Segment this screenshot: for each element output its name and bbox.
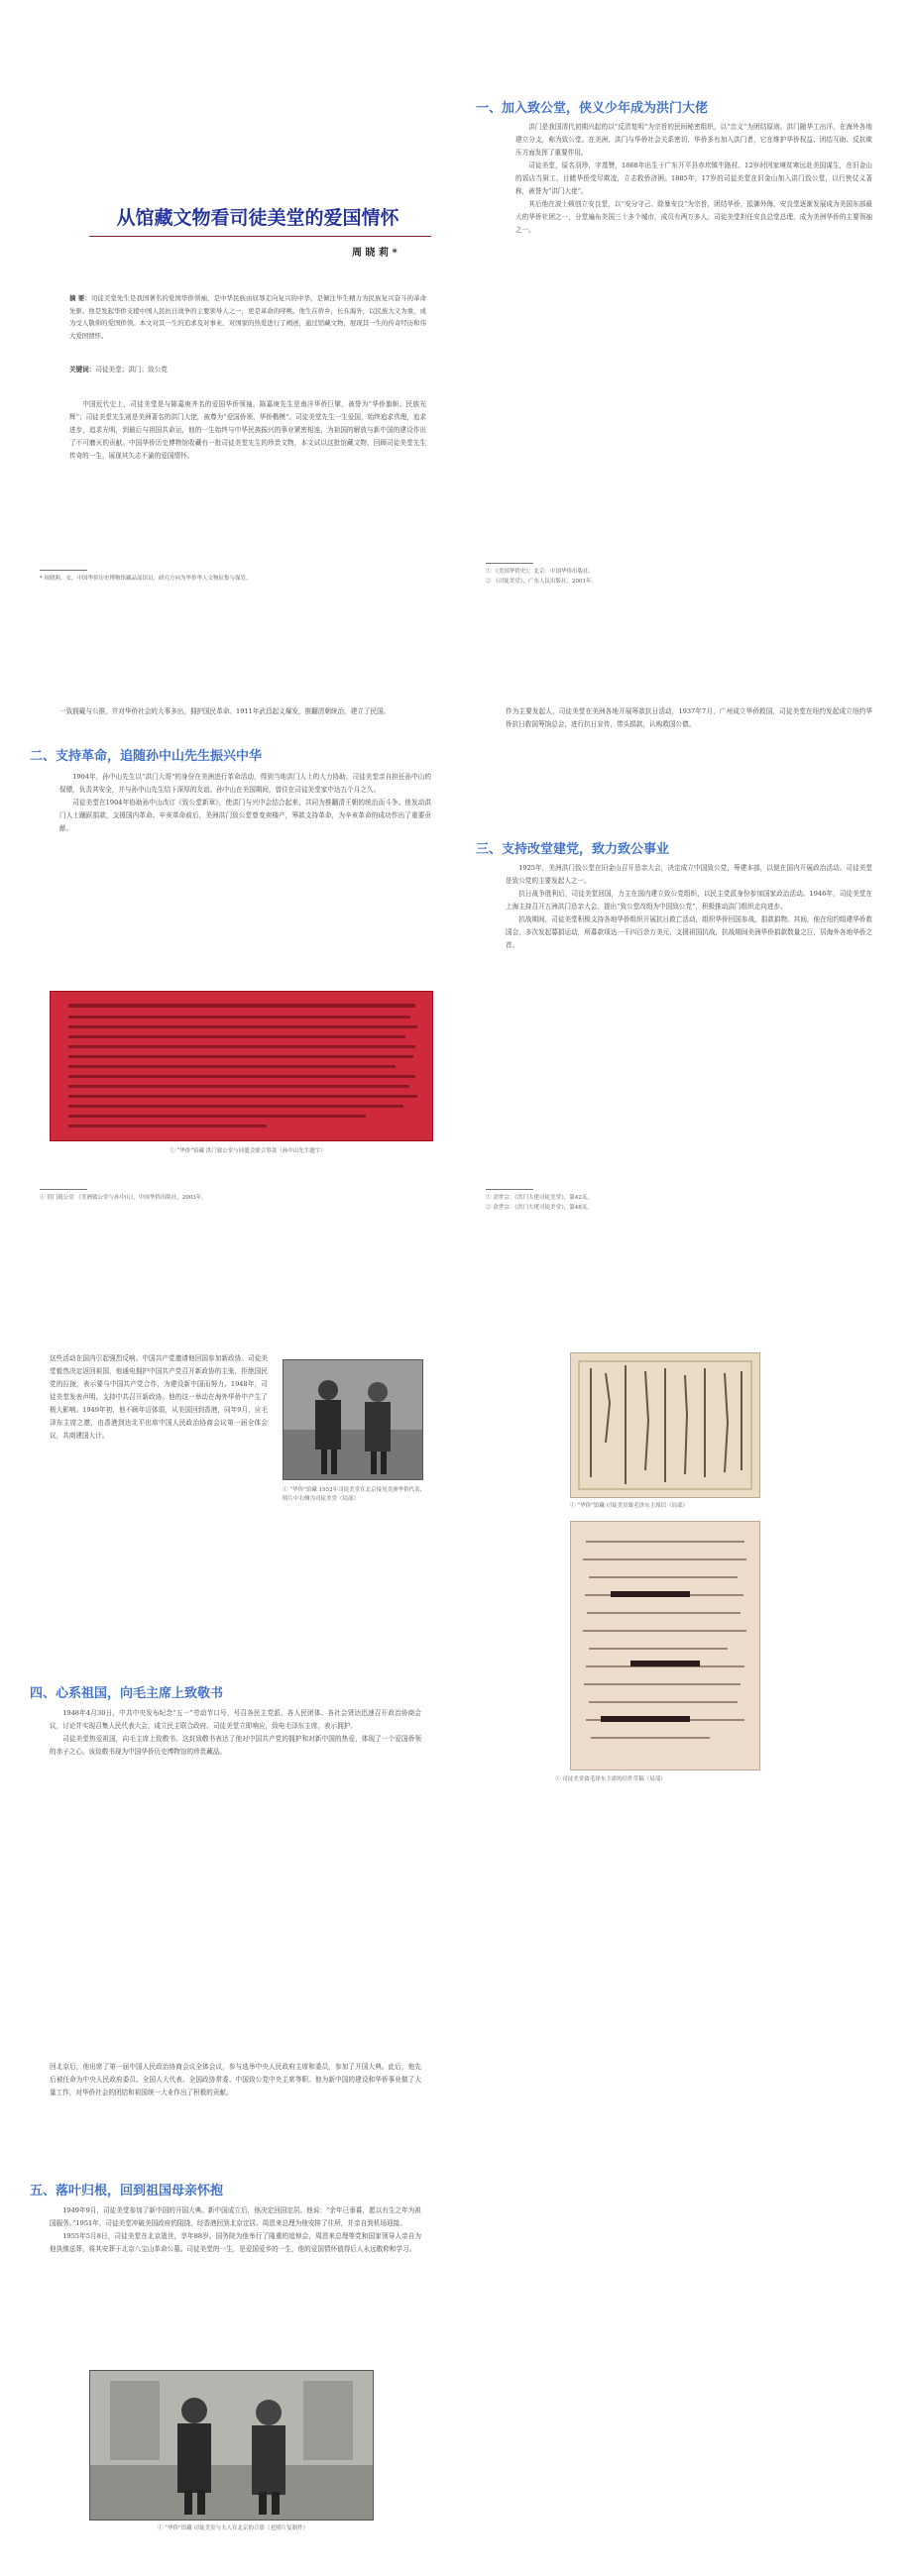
historic-photo-couple bbox=[89, 2370, 374, 2521]
poster-caption: ① “华侨”馆藏 洪门致公堂与同盟会联合筹款（孙中山先生题字） bbox=[170, 1148, 326, 1154]
keywords-label: 关键词： bbox=[69, 366, 96, 374]
section-heading-3: 三、支持改堂建党，致力致公事业 bbox=[476, 841, 670, 856]
paragraph: 1955年5月8日，司徒美堂在北京逝世，享年88岁。国务院为他举行了隆重的追悼会，周恩来总理等党和国家领导人亲自为他执绋送葬，将其安葬于北京八宝山革命公墓。司徒美堂的一生，是爱国爱乡的一生，他的爱国情怀值得后人永远敬仰和学习。 bbox=[50, 2232, 421, 2253]
page-title: 从馆藏文物看司徒美堂的爱国情怀 bbox=[116, 207, 399, 229]
footnote: ① 洪门致公堂 《美洲致公堂与孙中山》，中国华侨出版社，2003年。 bbox=[40, 1195, 207, 1201]
section-heading-4: 四、心系祖国，向毛主席上致敬书 bbox=[30, 1685, 224, 1700]
abstract-text: 司徒美堂先生是我国著名的爱国华侨领袖，是中华民族由屈辱走向复兴的中华，是倾注毕生精力为民族复兴奋斗的革命先驱。他是发起华侨支援中国人民抗日战争的主要领导人之一，更是革命的呼唤。他生在侨乡，长在海外，以民族大义为重，成为受人敬仰的爱国侨领。本文对其一生的追求及对事业、对国家的热爱进行了阐述，通过馆藏文物，展现其一生的传奇经历和伟大爱国情怀。 bbox=[69, 294, 426, 340]
footnote: * 周晓莉，女，中国华侨历史博物馆藏品部馆员，研究方向为华侨华人文物征集与保管。 bbox=[40, 576, 252, 582]
historic-photo-two-men bbox=[283, 1359, 423, 1480]
keywords-text: 司徒美堂；洪门；致公党 bbox=[95, 366, 168, 374]
section-heading-5: 五、落叶归根，回到祖国母亲怀抱 bbox=[30, 2183, 224, 2198]
draft-handwriting bbox=[571, 1522, 759, 1770]
page6-top-text: 回北京后，他出席了第一届中国人民政治协商会议全体会议，参与选举中央人民政府主席和委员，参加了开国大典。此后，他先后被任命为中央人民政府委员、全国人大代表、全国政协常委、中国致公党中央主席等职。他为新中国的建设和华侨事业做了大量工作，对华侨社会的团结和祖国统一大业作出了积极的贡献。 bbox=[50, 2063, 421, 2096]
section-heading-2: 二、支持革命，追随孙中山先生振兴中华 bbox=[30, 748, 263, 763]
letters-panel bbox=[476, 1347, 882, 1942]
section-heading-1: 一、加入致公堂，侠义少年成为洪门大佬 bbox=[476, 100, 709, 115]
letter-caption: ① “华侨”馆藏 司徒美堂致毛泽东主席信（局部） bbox=[570, 1503, 689, 1509]
poster-text-lines bbox=[51, 992, 432, 1140]
page5-top-text: 这些活动在国内引起强烈反响。中国共产党邀请他回国参加新政协。司徒美堂毅然决定返回祖国，他通电拥护中国共产党召开新政协的主张，拒绝国民党的拉拢，表示要与中国共产党合作，为建设新中国而努力。1948年，司徒美堂发表声明，支持中共召开新政协。他的这一举动在海外华侨中产生了极大影响。1949年初，他不顾年迈体弱，从美国回到香港，同年9月，应毛泽东主席之邀，由香港到达北平出席中国人民政治协商会议第一届全体会议，共商建国大计。 bbox=[50, 1354, 268, 1440]
draft-caption: ① 司徒美堂致毛泽东主席的信件草稿（局部） bbox=[555, 1776, 666, 1782]
page4-body bbox=[506, 862, 872, 952]
page-5 bbox=[30, 1347, 431, 1942]
footnote: ② 《司徒美堂》，广东人民出版社，2001年。 bbox=[486, 579, 597, 585]
page3-lead: 一致拥戴与公推，并对华侨社会的大事多出，拥护国民革命。1911年武昌起义爆发，推翻清朝统治，建立了民国。 bbox=[59, 707, 391, 715]
paragraph: 1948年4月30日，中共中央发布纪念“五一”劳动节口号，号召各民主党派、各人民团体、各社会贤达迅速召开政治协商会议，讨论并实现召集人民代表大会，成立民主联合政府。司徒美堂立即响应，致电毛泽东主席，表示拥护。 bbox=[50, 1709, 421, 1730]
page1-body bbox=[69, 398, 426, 463]
keywords bbox=[69, 364, 426, 376]
letter-handwriting bbox=[571, 1353, 759, 1497]
page5-body bbox=[50, 1707, 421, 1759]
footnote: ② 余世宗：《洪门大佬司徒美堂》，第48页。 bbox=[486, 1205, 593, 1211]
paragraph: 抗日战争胜利后，司徒美堂回国，力主在国内建立致公党组织，以民主党派身份参加国家政治活动。1946年，司徒美堂在上海主持召开五洲洪门恳亲大会，提出“致公堂改组为中国致公党”，积极推动洪门组织走向进步。 bbox=[506, 890, 872, 911]
paragraph: 洪门是我国清代初期兴起的以“反清复明”为宗旨的民间秘密组织，以“忠义”为团结原则。洪门随华工出洋，在海外各地建立分支，称为致公堂。在美洲，洪门与华侨社会关系密切，华侨多有加入洪门者，它在维护华侨权益、团结互助、反抗欺压方面发挥了重要作用。 bbox=[515, 123, 872, 157]
paragraph: 1925年，美洲洪门致公堂在旧金山召开恳亲大会，决定成立中国致公党，筹建本部，以便在国内开展政治活动。司徒美堂是致公党的主要发起人之一。 bbox=[506, 864, 872, 885]
page-3 bbox=[30, 694, 431, 1248]
photo-caption: ① “华侨”馆藏 司徒美堂与夫人在北京的合影（老照片复制件） bbox=[157, 2525, 309, 2531]
footnote-rule bbox=[486, 563, 533, 564]
footnote: ① 余世宗：《洪门大佬司徒美堂》，第42页。 bbox=[486, 1195, 593, 1201]
abstract-label: 摘 要： bbox=[69, 294, 91, 302]
footnote-rule bbox=[486, 1189, 533, 1190]
photo-caption: ① “华侨”馆藏 1952年司徒美堂在北京接见美洲华侨代表，照片中右侧为司徒美堂（局部） bbox=[283, 1487, 426, 1502]
paragraph: 司徒美堂热爱祖国，向毛主席上致敬书。这封致敬书表达了他对中国共产党的拥护和对新中国的热爱，体现了一个爱国侨领的赤子之心。该致敬书现为中国华侨历史博物馆的珍贵藏品。 bbox=[50, 1735, 421, 1756]
footnote-rule bbox=[40, 1189, 87, 1190]
paragraph: 抗战期间，司徒美堂积极支持各地华侨组织开展抗日救亡活动，组织华侨回国参战，捐款捐物。其间，他在纽约组建华侨救国会，多次发起募捐运动，所募款项达一千四百余万美元，支援祖国抗战，抗战期间美洲华侨捐款数量之巨，居海外各地华侨之首。 bbox=[506, 915, 872, 949]
page-6 bbox=[30, 1982, 431, 2566]
photo-couple-figures bbox=[90, 2371, 373, 2520]
author: 周 晓 莉 * bbox=[352, 248, 398, 259]
page-1 bbox=[30, 10, 431, 624]
paragraph: 其后他在波士顿创立安良堂，以“安分守己、除暴安良”为宗旨，团结华侨，抵御外侮，安良堂逐渐发展成为美国东部最大的华侨社团之一，分堂遍布美国三十多个城市，成员有两万多人。司徒美堂担任安良总堂总理，成为美洲华侨的主要领袖之一。 bbox=[515, 200, 872, 234]
photo-figures bbox=[284, 1360, 422, 1479]
page3-body bbox=[59, 771, 431, 835]
title-rule bbox=[89, 236, 431, 237]
page-4 bbox=[476, 694, 882, 1248]
page4-lead: 作为主要发起人，司徒美堂在美洲各地开展筹款抗日活动，1937年7月，广州成立华侨救国，司徒美堂在纽约发起成立纽约华侨抗日救国筹饷总会，进行抗日宣传，带头捐款，认购救国公债。 bbox=[506, 707, 872, 728]
paragraph: 司徒美堂在1904年协助孙中山改订《致公堂新章》，使洪门与兴中会结合起来，共同为推翻清王朝的统治而斗争。他发动洪门人士踊跃捐款，支援国内革命。辛亥革命前后，美洲洪门致公堂曾变卖楼产，筹款支持革命，为辛亥革命的成功作出了重要贡献。 bbox=[59, 799, 431, 832]
footnote-rule bbox=[40, 570, 87, 571]
handwritten-letter-image bbox=[570, 1352, 760, 1498]
paragraph: 1949年9月，司徒美堂参加了新中国的开国大典。新中国成立后，他决定回国定居。他说：“余年已垂暮，愿以有生之年为祖国服务。”1951年，司徒美堂冲破美国政府的阻挠，经香港回到北京定居。周恩来总理为他安排了住所，并亲自到机场迎接。 bbox=[50, 2206, 421, 2227]
abstract bbox=[69, 292, 426, 342]
paragraph: 1904年，孙中山先生以“洪门大哥”的身份在美洲进行革命活动，得到当地洪门人士的大力协助，司徒美堂亲自担任孙中山的保镖，负责其安全，并与孙中山先生结下深厚的友谊。孙中山在美国期间，曾住在司徒美堂家中达五个月之久。 bbox=[59, 773, 431, 794]
fundraising-poster-image bbox=[50, 991, 433, 1141]
paragraph: 中国近代史上，司徒美堂是与陈嘉庚齐名的爱国华侨领袖。陈嘉庚先生是南洋华侨巨擘，被誉为“华侨旗帜、民族光辉”；司徒美堂先生则是美洲著名的洪门大佬，被尊为“爱国侨领、华侨楷模”。司徒美堂先生一生爱国，始终追求真理，追求进步，追求光明，到最后与祖国共命运，他的一生始终与中华民族振兴的事业紧密相连，为祖国的解放与新中国的建设作出了不可磨灭的贡献。中国华侨历史博物馆收藏有一批司徒美堂先生的珍贵文物，本文试以这批馆藏文物，回顾司徒美堂先生传奇的一生，展现其矢志不渝的爱国情怀。 bbox=[69, 400, 426, 460]
footnote: ① 《美国华侨史》，北京：中国华侨出版社。 bbox=[486, 569, 594, 575]
page2-body bbox=[515, 121, 872, 237]
page-2 bbox=[476, 10, 882, 624]
paragraph: 司徒美堂，原名羽珍，字基赞，1868年出生于广东开平县赤坎镇牛路村。12岁时因家境贫寒远赴美国谋生，在旧金山的饭店当厨工，目睹华侨受尽欺凌，立志救侨济困。1885年，17岁的司徒美堂在旧金山加入洪门致公堂，以行侠仗义著称，被誉为“洪门大佬”。 bbox=[515, 161, 872, 195]
page6-body bbox=[50, 2204, 421, 2256]
letter-draft-image bbox=[570, 1521, 760, 1771]
